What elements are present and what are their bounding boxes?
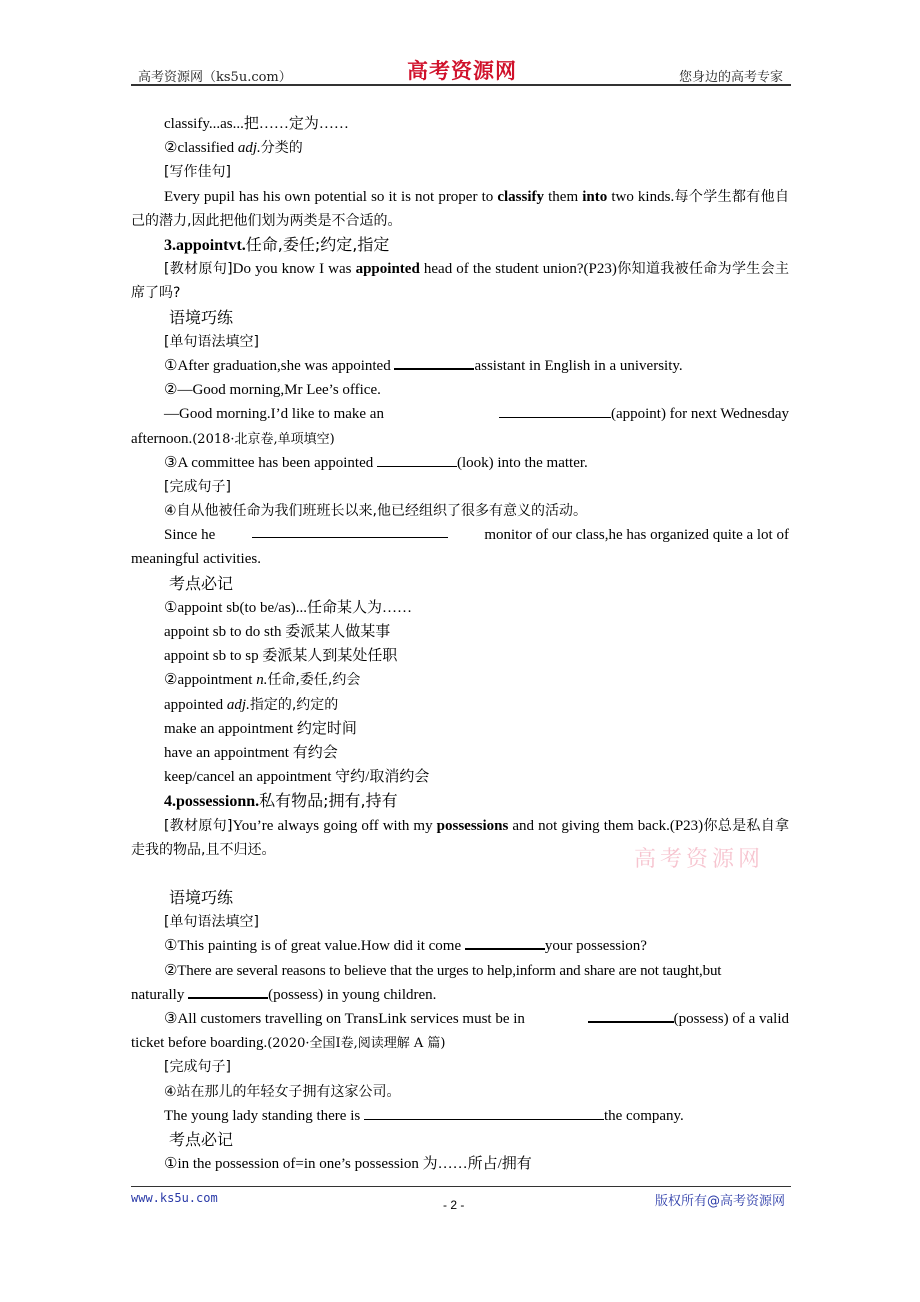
grammar-fill-tag: [单句语法填空] [164,914,259,931]
question-text: ①This painting is of great value.How did it come [164,938,465,955]
question-text: ③A committee has been appointed [164,454,377,471]
heading-word: 3.appointvt. [164,236,246,254]
note-line: appoint sb to do sth 委派某人做某事 [164,624,391,640]
header-logo: 高考资源网 [407,58,517,83]
question-text: The young lady standing there is [164,1107,364,1124]
question-source: (2018·北京卷,单项填空) [192,431,335,447]
question-text: the company. [603,1107,684,1124]
note-line [131,693,789,717]
footer-copyright: 版权所有@高考资源网 [654,1194,785,1209]
exercise-q1 [131,934,789,958]
answer-blank[interactable] [252,523,448,538]
note-line [131,668,789,692]
example-translation: 每个学生都有他自己的潜力,因此把他们划为两类是不合适的。 [131,188,790,229]
watermark-logo: 高考资源网 [634,847,765,872]
sentence-text: You’re always going off with my [232,817,437,834]
note-line: appoint sb to sp 委派某人到某处任职 [164,648,398,665]
exercise-q4 [131,523,789,547]
part-of-speech: adj. [237,140,261,157]
sentence-text: and not giving them back.(P23) [508,817,704,834]
question-text: ③All customers travelling on TransLink services must be in [164,1011,525,1028]
keyword: appointed [355,261,420,278]
question-text: (possess) in young children. [268,986,437,1003]
answer-blank[interactable] [364,1105,604,1120]
exercise-q4-zh: ④自从他被任命为我们班班长以来,他已经组织了很多有意义的活动。 [164,503,587,520]
footer-site-link[interactable]: www.ks5u.com [131,1191,218,1205]
heading-word: 4.possessionn. [164,793,260,811]
keyword: into [582,188,608,205]
exercise-q2: ②There are several reasons to believe that the urges to help,inform and share are not taught,but [164,962,722,979]
heading-meaning: 任命,委任;约定,指定 [245,234,390,254]
textbook-tag: [教材原句] [164,817,233,834]
keyword: classify [497,188,545,205]
note-line: keep/cancel an appointment 守约/取消约会 [164,769,430,786]
notes-heading: 考点必记 [169,573,234,593]
practice-heading: 语境巧练 [169,888,234,908]
complete-sentence-tag: [完成句子] [164,478,231,495]
answer-blank[interactable] [377,452,457,467]
note-translation: 指定的,约定的 [249,696,339,713]
part-of-speech: adj. [226,696,250,713]
answer-blank[interactable] [394,354,474,370]
note-translation: 分类的 [260,140,303,157]
exercise-q3 [131,1007,789,1031]
example-text: Every pupil has his own potential so it is not proper to [164,188,498,205]
section-heading-appoint [131,233,789,257]
exercise-q2-line2 [131,402,789,426]
sentence-text: head of the student union?(P23) [419,261,617,278]
note-translation: 任命,委任,约会 [267,672,361,689]
answer-blank[interactable] [188,983,268,999]
question-text: afternoon. [131,430,193,447]
exercise-q2: ②—Good morning,Mr Lee’s office. [164,382,381,399]
note-line: ①in the possession of=in one’s possession 为……所占/拥有 [164,1156,532,1173]
question-text: —Good morning.I’d like to make an [164,406,384,423]
note-line [131,136,789,160]
question-text: ticket before boarding. [131,1035,268,1052]
question-text: (look) into the matter. [456,454,588,471]
answer-blank[interactable] [588,1007,674,1023]
exercise-q3 [131,451,789,475]
exercise-q4 [131,1104,789,1128]
question-text: your possession? [544,938,647,955]
question-text: Since he [164,527,216,544]
note-line: make an appointment 约定时间 [164,720,357,737]
sentence-text: Do you know I was [232,261,356,278]
question-text: (appoint) for next Wednesday [610,406,789,423]
section-heading-possession [131,789,789,813]
example-text: two kinds. [607,188,675,205]
exercise-q3-line2 [131,1031,789,1055]
note-line: classify...as...把……定为…… [164,116,349,132]
textbook-sentence [131,257,789,305]
exercise-q4-zh: ④站在那儿的年轻女子拥有这家公司。 [164,1083,401,1100]
answer-blank[interactable] [465,934,545,950]
header-site-name: 高考资源网（ks5u.com） [138,70,292,85]
note-line: have an appointment 有约会 [164,744,338,761]
question-text: assistant in English in a university. [474,357,683,374]
question-text: ①After graduation,she was appointed [164,357,395,374]
page-header [131,52,791,86]
exercise-q4-line2: meaningful activities. [131,551,261,568]
textbook-tag: [教材原句] [164,261,233,278]
header-slogan: 您身边的高考专家 [678,70,783,85]
grammar-fill-tag: [单句语法填空] [164,333,259,350]
notes-heading: 考点必记 [169,1129,234,1149]
note-line: ①appoint sb(to be/as)...任命某人为…… [164,599,413,616]
note-text: appointed [164,696,227,713]
note-text: ②classified [164,140,238,157]
part-of-speech: n. [256,672,268,689]
exercise-q2-line3 [131,427,789,451]
example-text: them [544,188,583,205]
sentence-translation: 你总是私自拿走我的物品,且不归还。 [131,817,789,858]
question-text: monitor of our class,he has organized quite a lot of [484,527,789,544]
practice-heading: 语境巧练 [169,307,234,327]
answer-blank[interactable] [499,403,611,418]
note-text: ②appointment [164,672,257,689]
header-divider [131,84,791,86]
complete-sentence-tag: [完成句子] [164,1059,231,1076]
keyword: possessions [436,817,509,834]
exercise-q2-line2 [131,983,789,1007]
heading-meaning: 私有物品;拥有,持有 [259,791,398,811]
writing-tag: [写作佳句] [164,164,231,181]
page-number: - 2 - [443,1198,465,1212]
document-body [131,112,789,1176]
question-text: (possess) of a valid [673,1011,789,1028]
sentence-translation: 你知道我被任命为学生会主席了吗? [131,261,789,302]
writing-example [131,185,789,233]
exercise-q1 [131,354,789,378]
question-text: naturally [131,986,189,1003]
question-source: (2020·全国Ⅰ卷,阅读理解 A 篇) [267,1036,446,1052]
footer-divider [131,1186,791,1187]
